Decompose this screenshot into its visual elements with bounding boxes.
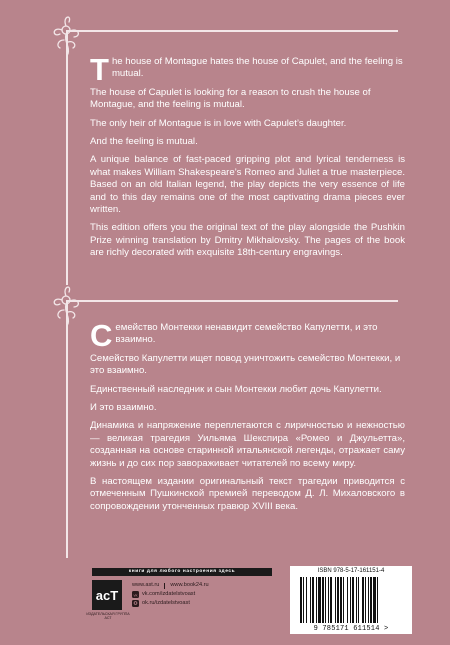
russian-description bbox=[90, 318, 405, 519]
russian-paragraph-4: И это взаимно. bbox=[90, 402, 157, 414]
top-frame-horizontal bbox=[66, 30, 398, 32]
top-frame-vertical bbox=[66, 30, 68, 285]
english-p1-text: he house of Montague hates the house of Capulet, and the feeling is mutual. bbox=[111, 56, 403, 80]
floral-ornament-bottom-icon bbox=[44, 280, 88, 326]
russian-dropcap: С bbox=[90, 318, 113, 353]
vk-row bbox=[132, 590, 209, 599]
english-paragraph-1 bbox=[90, 52, 405, 87]
english-dropcap: T bbox=[90, 52, 109, 87]
websites-row bbox=[132, 581, 209, 590]
english-paragraph-4: And the feeling is mutual. bbox=[90, 136, 198, 148]
english-description bbox=[90, 52, 405, 266]
svg-text:vk: vk bbox=[133, 592, 138, 598]
barcode-number: 9 785171 611514 > bbox=[313, 625, 389, 633]
publisher-name: ИЗДАТЕЛЬСКАЯ ГРУППА АСТ bbox=[86, 612, 130, 620]
russian-paragraph-2: Семейство Капулетти ищет повод уничтожить семейство Монтекки, и это взаимно. bbox=[90, 352, 401, 377]
site-book24-link[interactable]: www.book24.ru bbox=[170, 582, 209, 588]
ok-row bbox=[132, 599, 209, 608]
floral-ornament-top-icon bbox=[44, 10, 88, 56]
isbn-text: ISBN 978-5-17-161151-4 bbox=[317, 568, 385, 574]
bottom-frame-vertical bbox=[66, 300, 68, 558]
barcode-icon bbox=[300, 577, 402, 623]
ok-icon bbox=[132, 600, 139, 607]
english-paragraph-2: The house of Capulet is looking for a reason to crush the house of Montague, and the feeling is mutual. bbox=[90, 86, 371, 111]
russian-paragraph-3: Единственный наследник и сын Монтекки любит дочь Капулетти. bbox=[90, 383, 382, 395]
russian-paragraph-6: В настоящем издании оригинальный текст трагедии приводится с отмеченным Пушкинской премией переводом Д. Л. Михаловского в сопровождении утонченных гравюр XVIII века. bbox=[90, 476, 405, 512]
english-paragraph-6: This edition offers you the original text of the play alongside the Pushkin Prize winning translation by Dmitry Mikhalovsky. The pages of the book are richly decorated with exquisite 18th-century engravings. bbox=[90, 222, 405, 259]
ast-logo-icon bbox=[92, 580, 122, 610]
russian-paragraph-1 bbox=[90, 318, 405, 353]
divider bbox=[164, 583, 165, 589]
site-ast-link[interactable]: www.ast.ru bbox=[132, 582, 160, 588]
russian-paragraph-5: Динамика и напряжение переплетаются с лиричностью и нежностью — великая трагедия Уильяма Шекспира «Ромео и Джульетта», созданная на основе старинной итальянской легенды, отражает саму жизнь и до сих пор завораживает читателей по всему миру. bbox=[90, 420, 405, 469]
vk-icon bbox=[132, 591, 139, 598]
slogan-bar: книги для любого настроения здесь bbox=[92, 568, 272, 576]
barcode-label bbox=[290, 566, 412, 634]
svg-text:acT: acT bbox=[95, 588, 119, 603]
publisher-links bbox=[132, 581, 209, 608]
vk-link[interactable]: vk.com/izdatelstvoast bbox=[142, 591, 196, 597]
english-paragraph-5: A unique balance of fast-paced gripping plot and lyrical tenderness is what makes William Shakespeare’s Romeo and Juliet a true masterpiece. Based on an old Italian legend, the play depicts the very essence of life and to this day remains one of the most captivating drama pieces ever written. bbox=[90, 154, 405, 216]
russian-p1-text: емейство Монтекки ненавидит семейство Капулетти, и это взаимно. bbox=[115, 322, 378, 346]
ok-link[interactable]: ok.ru/izdatelstvoast bbox=[142, 600, 190, 606]
bottom-frame-horizontal bbox=[66, 300, 398, 302]
english-paragraph-3: The only heir of Montague is in love with Capulet’s daughter. bbox=[90, 117, 347, 129]
